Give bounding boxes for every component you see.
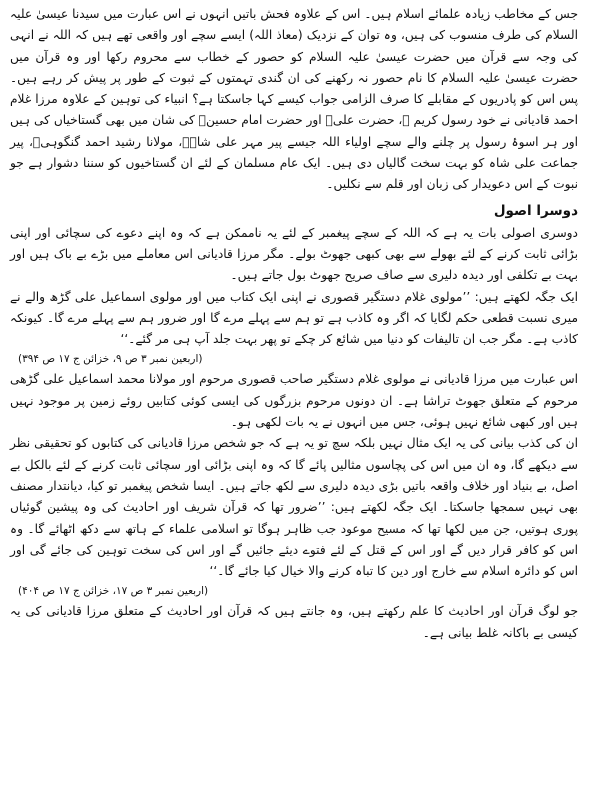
paragraph-quote-one: ایک جگہ لکھتے ہیں: ’’مولوی غلام دستگیر قصوری نے اپنی ایک کتاب میں اور مولوی اسماعیل علی گڑھ والے نے میری نسبت قطعی حکم لگایا کہ اگر وہ کاذب ہے تو ہم سے پہلے مرے گا اور ضرور ہم سے پہلے مرے گا۔ کیونکہ کاذب ہے۔ مگر جب ان تالیفات کو دنیا میں شائع کر چکے تو پھر بہت جلد آپ ہی مر گئے۔‘‘ xyxy=(10,289,578,347)
reference-citation-two: (اربعین نمبر ۳ ص ۱۷، خزائن ج ۱۷ ص ۴۰۴) xyxy=(18,585,209,598)
paragraph-examples: ان کی کذب بیانی کی یہ ایک مثال نہیں بلکہ سچ تو یہ ہے کہ جو شخص مرزا قادیانی کی کتابوں کو تحقیقی نظر سے دیکھے گا، وہ ان میں اس کی پچاسوں مثالیں پائے گا کہ وہ اپنی بڑائی اور سچائی ثابت کرنے کے لئے بالکل بے اصل، بے بنیاد اور خلاف واقعہ باتیں بڑی دیدہ دلیری سے لکھ جاتے ہیں۔ ایسا شخص پیغمبر تو کیا، دیانتدار مصنف بھی نہیں سمجھا جاسکتا۔ ایک جگہ لکھتے ہیں: ’’ضرور تھا کہ قرآن شریف اور احادیث کی وہ پیشین گوئیاں پوری ہوتیں، جن میں لکھا تھا کہ مسیح موعود جب ظاہر ہوگا تو اسلامی علماء کے ہاتھ سے دکھ اٹھائے گا۔ وہ اس کو کافر قرار دیں گے اور اس کے قتل کے لئے فتوے دیئے جائیں گے اور اس کی سخت توہین کی جائے گی اور اس کو دائرہ اسلام سے خارج اور دین کا تباہ کرنے والا خیال کیا جائے گا۔‘‘ xyxy=(10,436,578,579)
paragraph-intro: جس کے مخاطب زیادہ علمائے اسلام ہیں۔ اس کے علاوہ فحش باتیں انہوں نے اس عبارت میں سیدنا عیسیٰ علیہ السلام کی طرف منسوب کی ہیں، وہ توان کے نزدیک (معاذ اللہ) ایسے سچے اور واقعی تھے ہیں کہ اللہ نے انہی کی وجہ سے قرآن میں حضرت عیسیٰ علیہ السلام کو حصور کے خطاب سے محروم رکھا اور وہ قرآن میں حضرت عیسیٰ علیہ السلام کا نام حصور نہ رکھنے کی ان گندی تہمتوں کے ثبوت کے طور پر پیش کر رہے ہیں۔ پس اس کو پادریوں کے مقابلے کا صرف الزامی جواب کیسے کہا جاسکتا ہے؟ انبیاء کی توہین کے علاوہ مرزا غلام احمد قادیانی نے خود رسول کریم ﷺ، حضرت علیؓ اور حضرت امام حسینؓ کی شان میں بھی گستاخیاں کی ہیں اور ہر اسوۂ رسول پر چلنے والے سچے اولیاء اللہ جیسے پیر مہر علی شاہؒ، مولانا رشید احمد گنگوہیؒ، پیر جماعت علی شاہ کو بہت سخت گالیاں دی ہیں۔ ایک عام مسلمان کے لئے ان گستاخیوں کو سننا دشوار ہے جو نبوت کے اس دعویدار کی زبان اور قلم سے نکلیں۔ xyxy=(10,7,578,192)
paragraph-refutation: اس عبارت میں مرزا قادیانی نے مولوی غلام دستگیر صاحب قصوری مرحوم اور مولانا محمد اسماعیل علی گڑھی مرحوم کے متعلق جھوٹ تراشا ہے۔ ان دونوں مرحوم بزرگوں کی ایسی کوئی کتابیں روئے زمین پر موجود نہیں ہیں اور کبھی شائع نہیں ہوئی، جس میں انہوں نے یہ بات لکھی ہو۔ xyxy=(10,372,578,430)
section-heading: دوسرا اصول xyxy=(493,202,578,219)
reference-citation-one: (اربعین نمبر ۳ ص ۹، خزائن ج ۱۷ ص ۳۹۴) xyxy=(18,353,203,366)
paragraph-conclusion: جو لوگ قرآن اور احادیث کا علم رکھتے ہیں، وہ جانتے ہیں کہ قرآن اور احادیث کے متعلق مرزا قادیانی کی یہ کیسی بے باکانہ غلط بیانی ہے۔ xyxy=(10,604,578,640)
paragraph-principle: دوسری اصولی بات یہ ہے کہ اللہ کے سچے پیغمبر کے لئے یہ ناممکن ہے کہ وہ اپنے دعوے کی سچائی اور اپنی بڑائی ثابت کرنے کے لئے بھولے سے بھی کبھی جھوٹ بولے۔ مگر مرزا قادیانی اس معاملے میں بڑے بے باک ہیں اور بہت بے تکلفی اور دیدہ دلیری سے صاف صریح جھوٹ بول جاتے ہیں۔ xyxy=(10,225,578,283)
